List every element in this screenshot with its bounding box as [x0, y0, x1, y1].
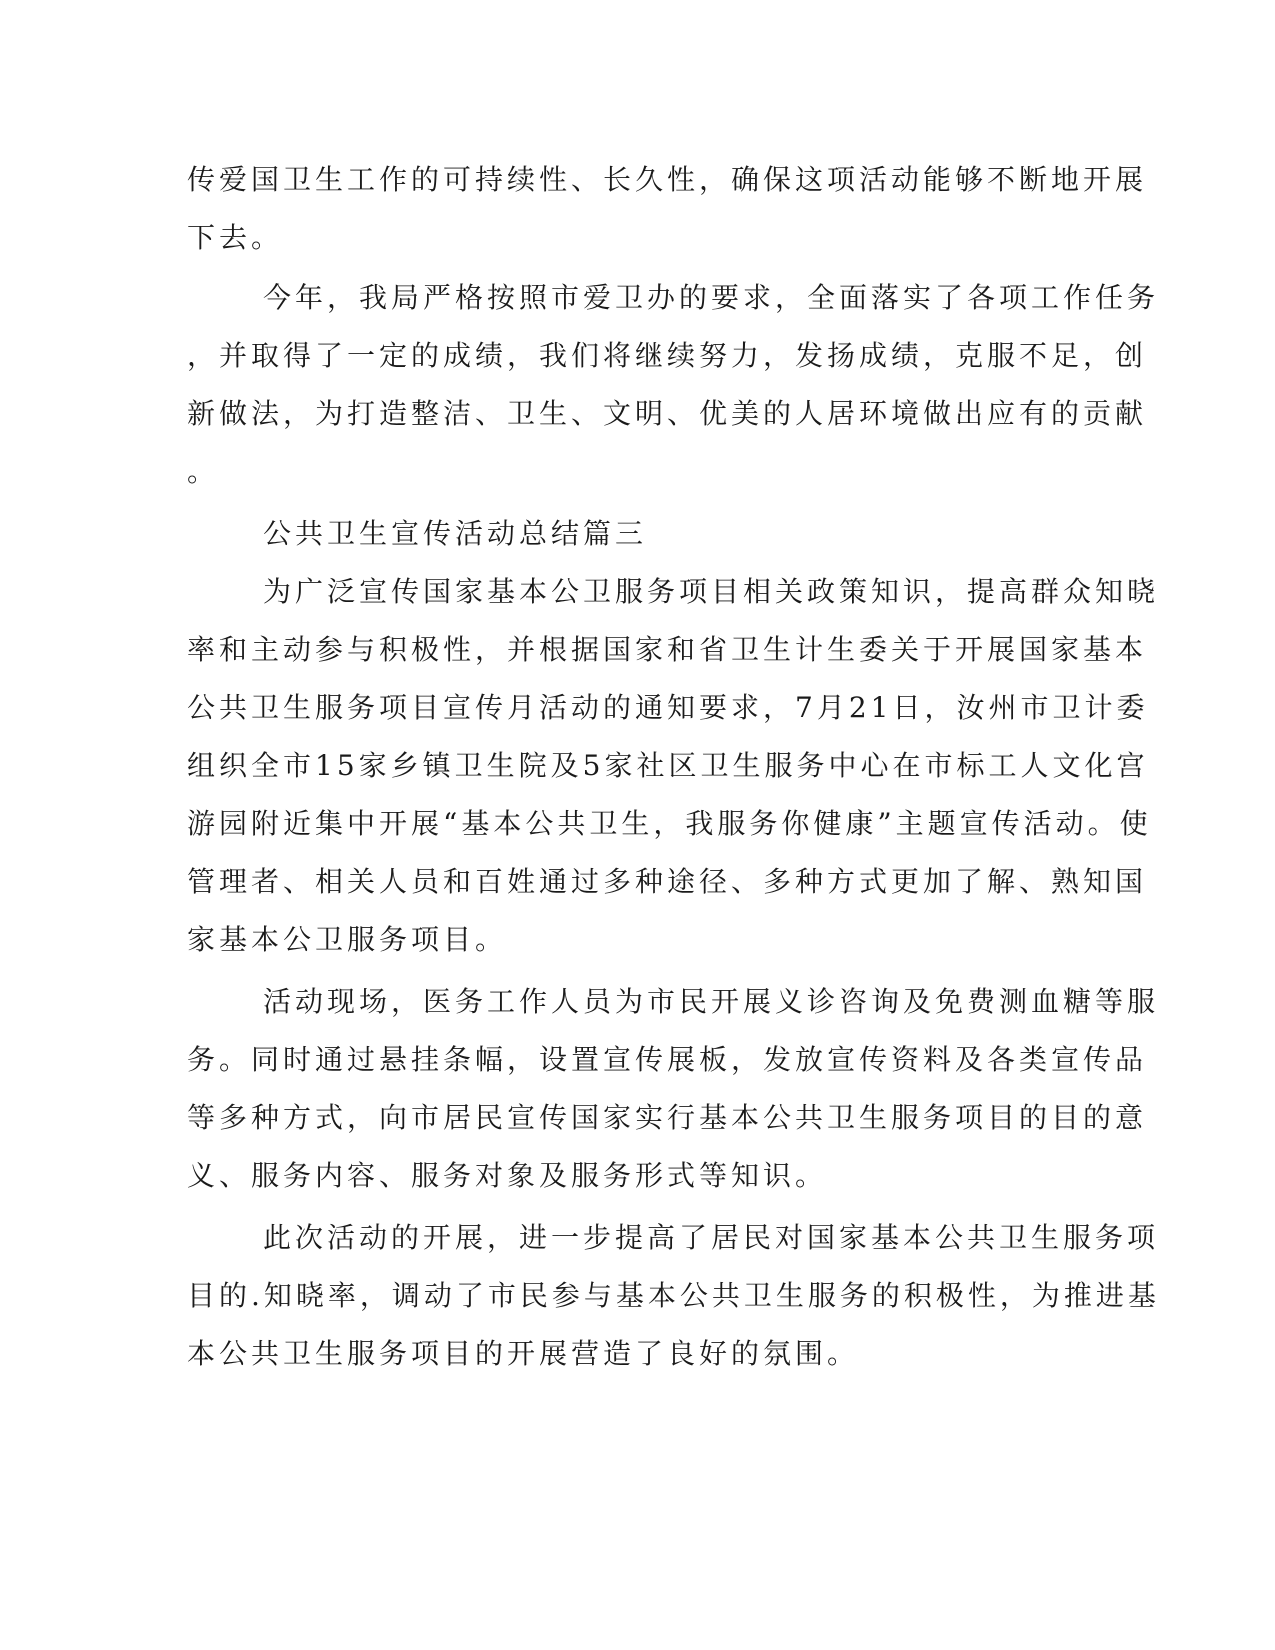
section-heading: 公共卫生宣传活动总结篇三	[263, 517, 648, 550]
text-line: 率和主动参与积极性，并根据国家和省卫生计生委关于开展国家基本	[187, 633, 1148, 666]
text-line: 本公共卫生服务项目的开展营造了良好的氛围。	[187, 1337, 860, 1370]
text-line: 新做法，为打造整洁、卫生、文明、优美的人居环境做出应有的贡献	[187, 397, 1148, 430]
text-line: 。	[187, 455, 220, 488]
text-line: 组织全市15家乡镇卫生院及5家社区卫生服务中心在市标工人文化宫	[187, 749, 1149, 782]
text-line: 义、服务内容、服务对象及服务形式等知识。	[187, 1159, 828, 1192]
paragraph-start-line: 为广泛宣传国家基本公卫服务项目相关政策知识，提高群众知晓	[263, 575, 1160, 608]
text-line: 管理者、相关人员和百姓通过多种途径、多种方式更加了解、熟知国	[187, 865, 1148, 898]
paragraph-start-line: 此次活动的开展，进一步提高了居民对国家基本公共卫生服务项	[263, 1221, 1160, 1254]
text-line: 游园附近集中开展“基本公共卫生，我服务你健康”主题宣传活动。使	[187, 807, 1152, 840]
text-line: 家基本公卫服务项目。	[187, 923, 508, 956]
text-line: 公共卫生服务项目宣传月活动的通知要求，7月21日，汝州市卫计委	[187, 691, 1149, 724]
text-line: 务。同时通过悬挂条幅，设置宣传展板，发放宣传资料及各类宣传品	[187, 1043, 1148, 1076]
paragraph-start-line: 活动现场，医务工作人员为市民开展义诊咨询及免费测血糖等服	[263, 985, 1160, 1018]
paragraph-start-line: 今年，我局严格按照市爱卫办的要求，全面落实了各项工作任务	[263, 281, 1160, 314]
text-line: 传爱国卫生工作的可持续性、长久性，确保这项活动能够不断地开展	[187, 163, 1148, 196]
text-line: 等多种方式，向市居民宣传国家实行基本公共卫生服务项目的目的意	[187, 1101, 1148, 1134]
text-line: ，并取得了一定的成绩，我们将继续努力，发扬成绩，克服不足，创	[187, 339, 1148, 372]
text-line: 下去。	[187, 221, 284, 254]
text-line: 目的.知晓率，调动了市民参与基本公共卫生服务的积极性，为推进基	[187, 1279, 1160, 1312]
